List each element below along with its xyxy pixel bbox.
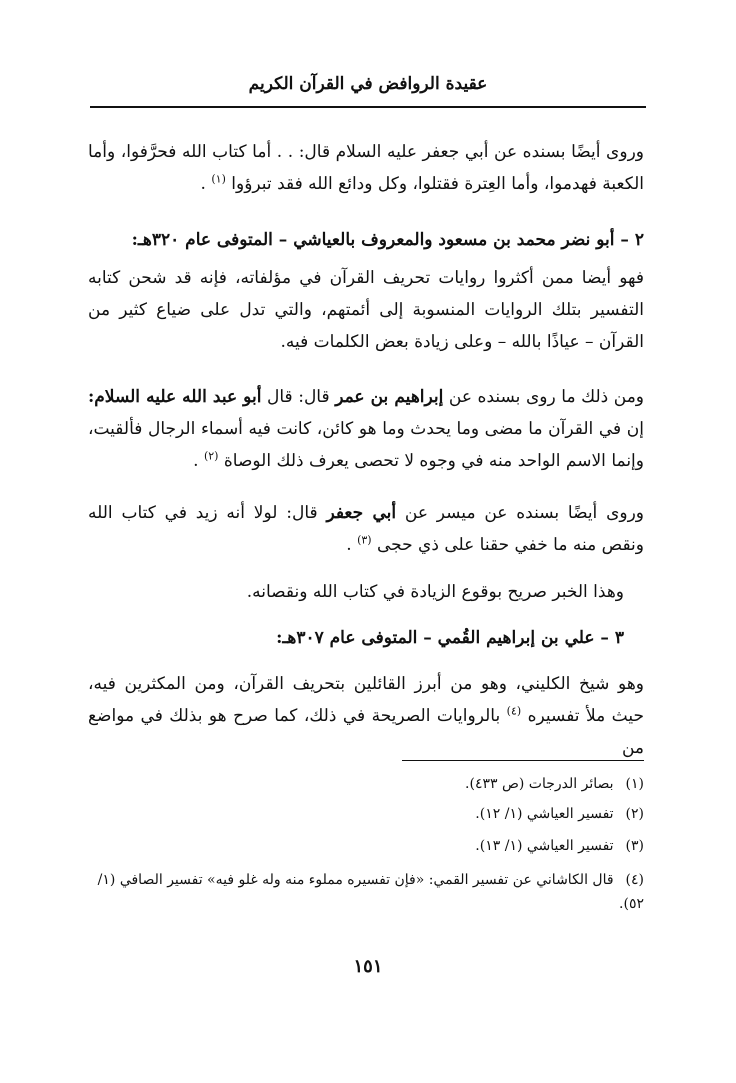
footnote-4 xyxy=(88,868,644,916)
footnote-ref-4[interactable]: (٤) xyxy=(506,704,522,718)
paragraph-3-lead: ومن ذلك ما روى بسنده عن xyxy=(443,387,645,407)
footnote-text: تفسير العياشي (١/ ١٢). xyxy=(475,806,614,822)
footnote-ref-2[interactable]: (٢) xyxy=(203,449,219,463)
paragraph-4-end: . xyxy=(346,535,352,555)
paragraph-3-end: . xyxy=(193,451,199,471)
paragraph-3-mid: قال: قال xyxy=(261,387,336,407)
footnote-text: بصائر الدرجات (ص ٤٣٣). xyxy=(465,776,614,792)
paragraph-6-text-b: بالروايات الصريحة في ذلك، كما صرح هو بذلك في مواضع من xyxy=(88,706,644,758)
paragraph-6-text-a: وهو شيخ الكليني، وهو من أبرز القائلين بتحريف القرآن، ومن المكثرين فيه، حيث ملأ تفسيره xyxy=(88,674,645,726)
paragraph-3-rest: إن في القرآن ما مضى وما يحدث وما هو كائن، كانت فيه أسماء الرجال فألقيت، وإنما الاسم الواحد منه في وجوه لا تحصى يعرف ذلك الوصاة xyxy=(88,419,644,471)
imam-name: أبو عبد الله عليه السلام: xyxy=(88,387,262,407)
paragraph-6 xyxy=(88,668,644,764)
section-heading-3: ٣ – علي بن إبراهيم القُمي – المتوفى عام ٣٠٧هـ: xyxy=(276,628,624,648)
footnote-text: قال الكاشاني عن تفسير القمي: «فإن تفسيره مملوء منه وله غلو فيه» تفسير الصافي (١/ ٥٢). xyxy=(97,872,644,912)
header-rule xyxy=(90,106,646,108)
footnote-number: (٢) xyxy=(625,806,644,822)
section-heading-2: ٢ – أبو نضر محمد بن مسعود والمعروف بالعياشي – المتوفى عام ٣٢٠هـ: xyxy=(131,230,644,250)
running-header: عقيدة الروافض في القرآن الكريم xyxy=(248,74,488,94)
paragraph-4-lead: وروى أيضًا بسنده عن ميسر عن xyxy=(396,503,645,523)
paragraph-1 xyxy=(88,136,644,200)
imam-name-2: أبي جعفر xyxy=(326,503,397,523)
paragraph-5: وهذا الخبر صريح بوقوع الزيادة في كتاب الله ونقصانه. xyxy=(246,582,624,602)
footnote-number: (٣) xyxy=(625,838,644,854)
page-number: ١٥١ xyxy=(353,956,383,977)
footnote-ref-3[interactable]: (٣) xyxy=(357,533,372,547)
footnote-2 xyxy=(88,802,644,826)
paragraph-4-rest: قال: لولا أنه زيد في كتاب الله ونقص منه ما خفي حقنا على ذي حجى xyxy=(88,503,644,555)
footnote-number: (٤) xyxy=(625,872,644,888)
paragraph-1-end: . xyxy=(200,174,206,194)
footnote-number: (١) xyxy=(625,776,644,792)
paragraph-2: فهو أيضا ممن أكثروا روايات تحريف القرآن في مؤلفاته، فإنه قد شحن كتابه التفسير بتلك الروايات المنسوبة إلى أئمتهم، والتي تدل على ضياع كثير من القرآن – عياذًا بالله – وعلى زيادة بعض الكلمات فيه. xyxy=(88,268,644,352)
footnote-ref-1[interactable]: (١) xyxy=(211,172,226,186)
footnote-1 xyxy=(88,772,644,796)
footnote-3 xyxy=(88,834,644,858)
paragraph-3 xyxy=(88,381,644,477)
narrator-name: إبراهيم بن عمر xyxy=(335,387,444,407)
footnote-text: تفسير العياشي (١/ ١٣). xyxy=(475,838,614,854)
paragraph-1-text: وروى أيضًا بسنده عن أبي جعفر عليه السلام قال: . . أما كتاب الله فحرَّفوا، وأما الكعبة فهدموا، وأما العِترة فقتلوا، وكل ودائع الله فقد تبرؤوا xyxy=(88,142,644,194)
footnote-separator xyxy=(402,760,644,761)
paragraph-4 xyxy=(88,497,644,561)
